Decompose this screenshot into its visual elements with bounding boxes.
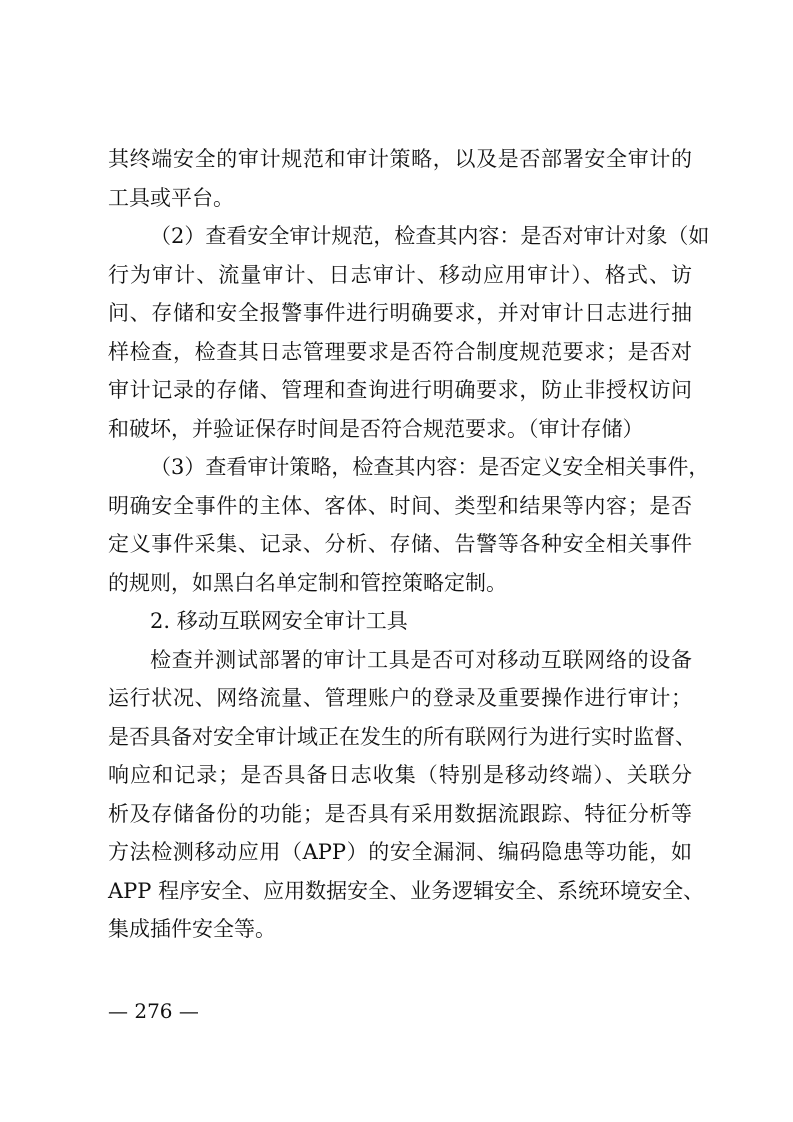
text-line-6: 样检查，检查其日志管理要求是否符合制度规范要求；是否对 [108,339,692,364]
section-heading: 2. 移动互联网安全审计工具 [150,609,408,633]
text-line-17: 响应和记录；是否具备日志收集（特别是移动终端）、关联分 [108,763,692,787]
text-line-16: 是否具备对安全审计域正在发生的所有联网行为进行实时监督、 [108,724,696,749]
body-text [108,140,710,949]
text-line-4: 行为审计、流量审计、日志审计、移动应用审计）、格式、访 [108,262,692,287]
text-line-14: 检查并测试部署的审计工具是否可对移动互联网络的设备 [150,647,692,672]
text-line-3: （2）查看安全审计规范，检查其内容：是否对审计对象（如 [150,224,710,248]
text-line-7: 审计记录的存储、管理和查询进行明确要求，防止非授权访问 [108,378,692,402]
text-line-8: 和破坏，并验证保存时间是否符合规范要求。（审计存储） [108,416,644,441]
text-line-15: 运行状况、网络流量、管理账户的登录及重要操作进行审计； [108,686,692,710]
text-line-20: APP 程序安全、应用数据安全、业务逻辑安全、系统环境安全、 [108,878,705,903]
text-line-9: （3）查看审计策略，检查其内容：是否定义安全相关事件， [150,455,710,479]
text-line-10: 明确安全事件的主体、客体、时间、类型和结果等内容；是否 [108,493,692,518]
text-line-21: 集成插件安全等。 [108,917,276,941]
text-line-19: 方法检测移动应用（APP）的安全漏洞、编码隐患等功能，如 [108,840,692,864]
page-number: — 276 — [108,999,199,1023]
text-line-1: 其终端安全的审计规范和审计策略，以及是否部署安全审计的 [108,147,692,171]
text-line-2: 工具或平台。 [108,185,234,210]
text-line-11: 定义事件采集、记录、分析、存储、告警等各种安全相关事件 [108,532,692,556]
text-line-5: 问、存储和安全报警事件进行明确要求，并对审计日志进行抽 [108,301,692,325]
text-line-12: 的规则，如黑白名单定制和管控策略定制。 [108,570,507,595]
text-line-18: 析及存储备份的功能；是否具有采用数据流跟踪、特征分析等 [108,801,692,826]
